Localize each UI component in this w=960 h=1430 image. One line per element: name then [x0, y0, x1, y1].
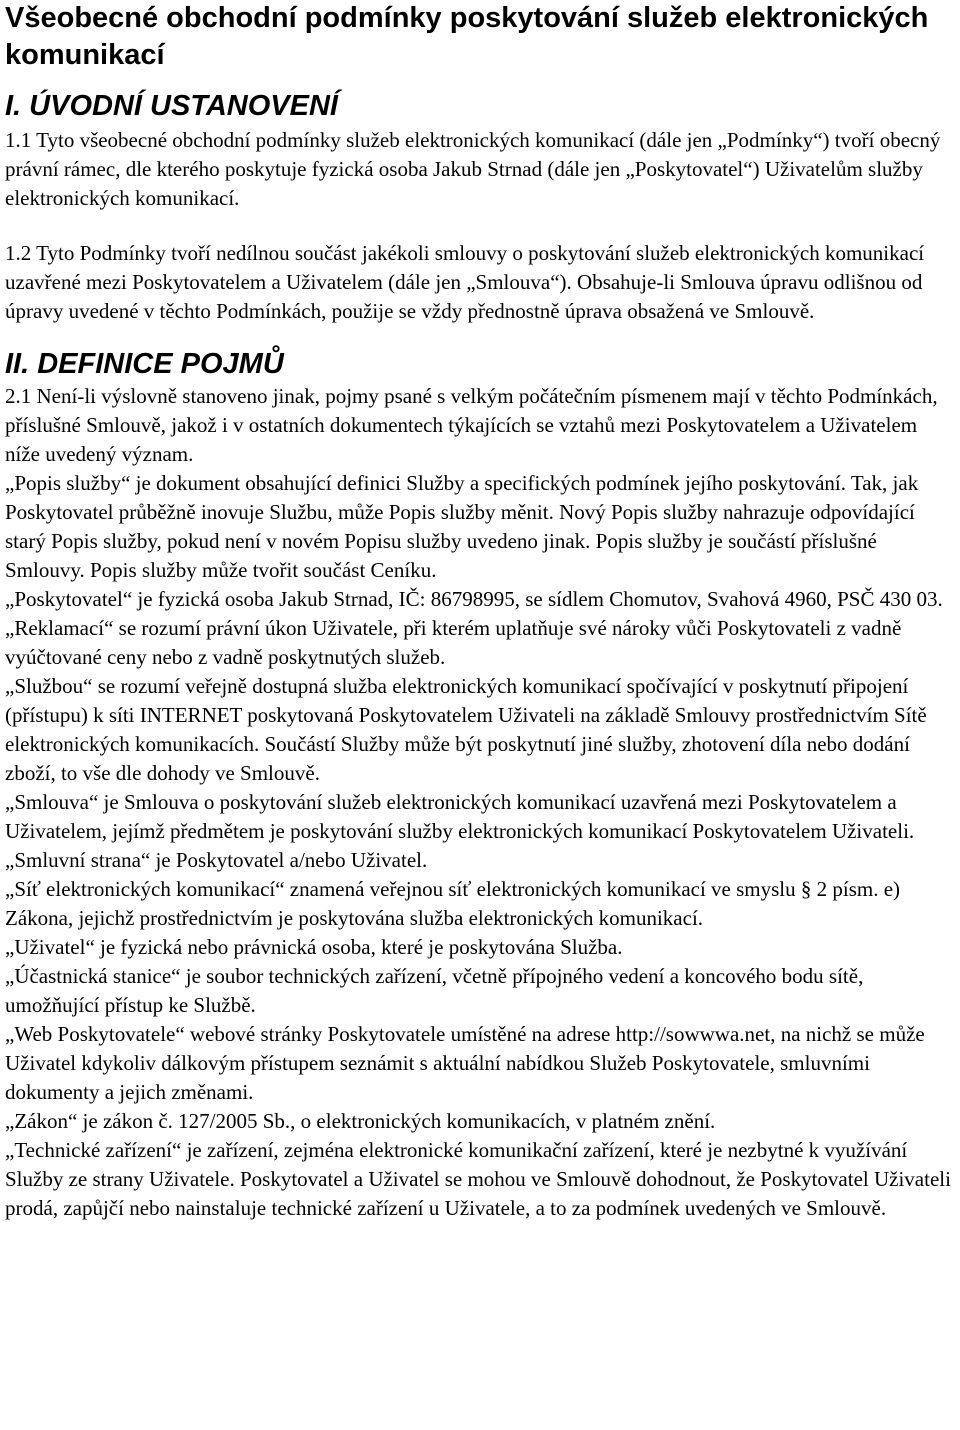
definition-ucastnicka-stanice: „Účastnická stanice“ je soubor technických zařízení, včetně přípojného vedení a koncového bodu sítě, umožňující přístup ke Službě. — [5, 964, 864, 1017]
definition-poskytovatel: „Poskytovatel“ je fyzická osoba Jakub Strnad, IČ: 86798995, se sídlem Chomutov, Svahová 4960, PSČ 430 03. — [5, 587, 943, 611]
paragraph-1-1: 1.1 Tyto všeobecné obchodní podmínky služeb elektronických komunikací (dále jen „Podmínky“) tvoří obecný právní rámec, dle kterého poskytuje fyzická osoba Jakub Strnad (dále jen „Poskytovatel“) Uživatelům služby elektronických komunikací. — [5, 128, 941, 210]
definition-smluvni-strana: „Smluvní strana“ je Poskytovatel a/nebo Uživatel. — [5, 848, 428, 872]
definition-sluzba: „Službou“ se rozumí veřejně dostupná služba elektronických komunikací spočívající v poskytnutí připojení (přístupu) k síti INTERNET poskytovaná Poskytovatelem Uživateli na základě Smlouvy prostřednictvím Sítě elektronických komunikacích. Součástí Služby může být poskytnutí jiné služby, zhotovení díla nebo dodání zboží, to vše dle dohody ve Smlouvě. — [5, 674, 927, 785]
definition-sit: „Síť elektronických komunikací“ znamená veřejnou síť elektronických komunikací ve smyslu § 2 písm. e) Zákona, jejichž prostřednictvím je poskytována služba elektronických komunikací. — [5, 877, 901, 930]
definition-zakon: „Zákon“ je zákon č. 127/2005 Sb., o elektronických komunikacích, v platném znění. — [5, 1109, 716, 1133]
definition-smlouva: „Smlouva“ je Smlouva o poskytování služeb elektronických komunikací uzavřená mezi Poskytovatelem a Uživatelem, jejímž předmětem je poskytování služby elektronických komunikací Poskytovatelem Uživateli. — [5, 790, 915, 843]
definition-popis-sluzby: „Popis služby“ je dokument obsahující definici Služby a specifických podmínek jejího poskytování. Tak, jak Poskytovatel průběžně inovuje Službu, může Popis služby měnit. Nový Popis služby nahrazuje odpovídající starý Popis služby, pokud není v novém Popisu služby uvedeno jinak. Popis služby je součástí příslušné Smlouvy. Popis služby může tvořit součást Ceníku. — [5, 471, 919, 582]
definitions-list — [5, 469, 956, 1223]
definition-technicke-zarizeni: „Technické zařízení“ je zařízení, zejména elektronické komunikační zařízení, které je nezbytné k využívání Služby ze strany Uživatele. Poskytovatel a Uživatel se mohou ve Smlouvě dohodnout, že Poskytovatel Uživateli prodá, zapůjčí nebo nainstaluje technické zařízení u Uživatele, a to za podmínek uvedených ve Smlouvě. — [5, 1138, 951, 1220]
section-introductory-provisions — [5, 88, 956, 326]
definition-web-poskytovatele: „Web Poskytovatele“ webové stránky Poskytovatele umístěné na adrese http://sowwwa.net, na nichž se může Uživatel kdykoliv dálkovým přístupem seznámit s aktuální nabídkou Služeb Poskytovatele, smluvními dokumenty a jejich změnami. — [5, 1022, 925, 1104]
paragraph-1-2: 1.2 Tyto Podmínky tvoří nedílnou součást jakékoli smlouvy o poskytování služeb elektronických komunikací uzavřené mezi Poskytovatelem a Uživatelem (dále jen „Smlouva“). Obsahuje-li Smlouva úpravu odlišnou od úpravy uvedené v těchto Podmínkách, použije se vždy přednostně úprava obsažená ve Smlouvě. — [5, 241, 925, 323]
definition-uzivatel: „Uživatel“ je fyzická nebo právnická osoba, které je poskytována Služba. — [5, 935, 623, 959]
section-heading: I. ÚVODNÍ USTANOVENÍ — [5, 90, 338, 122]
definition-reklamace: „Reklamací“ se rozumí právní úkon Uživatele, při kterém uplatňuje své nároky vůči Poskytovateli z vadně vyúčtované ceny nebo z vadně poskytnutých služeb. — [5, 616, 902, 669]
section-definitions — [5, 346, 956, 1223]
section-heading: II. DEFINICE POJMŮ — [5, 348, 284, 380]
document-title: Všeobecné obchodní podmínky poskytování služeb elektronických komunikací — [5, 2, 929, 71]
paragraph-2-1: 2.1 Není-li výslovně stanoveno jinak, pojmy psané s velkým počátečním písmenem mají v těchto Podmínkách, příslušné Smlouvě, jakož i v ostatních dokumentech týkajících se vztahů mezi Poskytovatelem a Uživatelem níže uvedený význam. — [5, 384, 938, 466]
